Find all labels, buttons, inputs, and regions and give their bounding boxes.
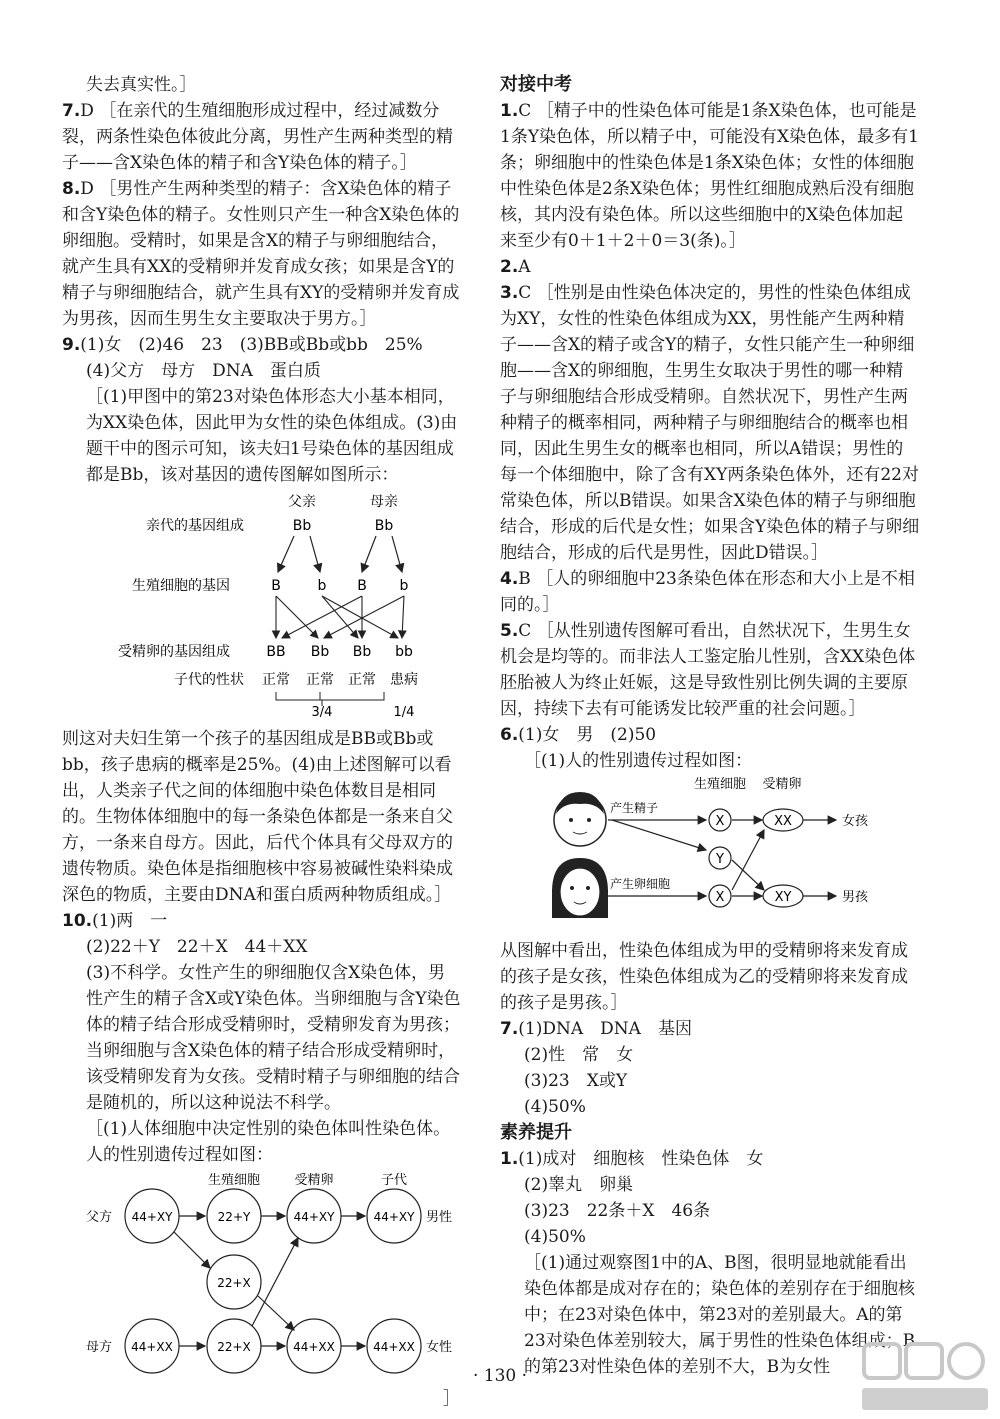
- exam-answer-2-text: A: [518, 257, 531, 277]
- exam-answer-2: [500, 254, 920, 280]
- exam-answer-2-number: 2.: [500, 257, 519, 277]
- answer-7-text: D ［在亲代的生殖细胞形成过程中，经过减数分裂，两条性染色体彼此分离，男性产生两种类型的精子——含X染色体的精子和含Y染色体的精子。］: [62, 101, 453, 173]
- label-female: 女性: [426, 1340, 453, 1355]
- exam-answer-7-number: 7.: [500, 1019, 519, 1039]
- zygote-4: bb: [395, 644, 413, 660]
- node-father: 44+XY: [131, 1210, 173, 1224]
- right-column: [500, 72, 920, 1380]
- answer-10-line1: [62, 908, 462, 934]
- page-number: · 130 ·: [472, 1366, 528, 1386]
- ratio-normal: 3/4: [311, 705, 333, 718]
- exam-answer-5-text: C ［从性别遗传图解可看出，自然状况下，生男生女机会是均等的。而非法人工鉴定胎儿性别，含XX染色体胚胎被人为终止妊娠，这是导致性别比例失调的主要原因，持续下去有可能诱发比较严重的社会问题。］: [500, 621, 916, 719]
- face-inheritance-diagram: [500, 774, 920, 930]
- literacy-answer-1-part1: (1)成对 细胞核 性染色体 女: [518, 1149, 764, 1169]
- answer-7-number: 7.: [62, 101, 81, 121]
- gamete-y-sperm: Y: [716, 852, 724, 867]
- exam-answer-6-explanation2: 从图解中看出，性染色体组成为甲的受精卵将来发育成的孩子是女孩，性染色体组成为乙的受精卵将来发育成的孩子是男孩。］: [500, 941, 908, 1013]
- literacy-answer-1-line2: (2)睾丸 卵巢: [524, 1175, 634, 1195]
- closing-bracket: ］: [443, 1389, 460, 1409]
- label-male: 男性: [426, 1210, 453, 1225]
- row-zygote-label: 受精卵的基因组成: [118, 644, 230, 660]
- exam-answer-1-text: C ［精子中的性染色体可能是1条X染色体，也可能是1条Y染色体，所以精子中，可能没有X染色体，最多有1条；卵细胞中的性染色体是1条X染色体；女性的体细胞中性染色体是2条X染色体；男性红细胞成熟后没有细胞核，其内没有染色体。所以这些细胞中的X染色体加起来至少有0＋1＋2＋0＝3(条)。］: [500, 101, 919, 251]
- sex-inheritance-diagram: [62, 1168, 462, 1378]
- gene-inheritance-diagram: [62, 488, 462, 718]
- answer-10-number: 10.: [62, 911, 93, 931]
- mother-genotype: Bb: [374, 518, 394, 534]
- exam-answer-7-line1: [500, 1016, 920, 1042]
- node-child-xx: 44+XX: [373, 1340, 415, 1354]
- row-gamete-label: 生殖细胞的基因: [132, 578, 230, 594]
- exam-answer-1-number: 1.: [500, 101, 519, 121]
- left-column: [62, 72, 462, 1412]
- node-sperm-y: 22+Y: [217, 1210, 251, 1224]
- node-mother: 44+XX: [131, 1340, 173, 1354]
- gamete-3: B: [357, 578, 367, 594]
- female-face-icon: [552, 858, 608, 918]
- exam-answer-3-number: 3.: [500, 283, 519, 303]
- answer-8: [62, 176, 462, 332]
- label-boy: 男孩: [842, 890, 869, 905]
- zygote-xy: XY: [774, 890, 792, 905]
- row-trait-label: 子代的性状: [174, 672, 244, 688]
- father-genotype: Bb: [292, 518, 312, 534]
- section-title-exam: 对接中考: [500, 74, 572, 95]
- row-parent-label: 亲代的基因组成: [146, 518, 244, 534]
- zygote-2: Bb: [310, 644, 330, 660]
- answer-9-line1: [62, 332, 462, 358]
- section-title-literacy: 素养提升: [500, 1122, 572, 1143]
- trait-2: 正常: [306, 672, 334, 688]
- exam-answer-3: [500, 280, 920, 566]
- ratio-sick: 1/4: [393, 705, 415, 718]
- exam-answer-7-part1: (1)DNA DNA 基因: [518, 1019, 692, 1039]
- node-egg-x: 22+X: [217, 1340, 251, 1354]
- exam-answer-3-text: C ［性别是由性染色体决定的，男性的性染色体组成为XY，女性的性染色体组成为XX，男性能产生两种精子——含X的精子或含Y的精子，女性只能产生一种卵细胞——含X的卵细胞，生男生女取决于男性的哪一种精子与卵细胞结合形成受精卵。自然状况下，男性产生两种精子的概率相同，两种精子与卵细胞结合的概率也相同，因此生男生女的概率也相同，所以A错误；男性的每一个体细胞中，除了含有XY两条染色体外，还有22对常染色体，所以B错误。如果含X染色体的精子与卵细胞结合，形成的后代是女性；如果含Y染色体的精子与卵细胞结合，形成的后代是男性，因此D错误。］: [500, 283, 920, 563]
- zygote-1: BB: [266, 644, 286, 660]
- trait-3: 正常: [348, 672, 376, 688]
- node-sperm-x: 22+X: [217, 1276, 251, 1290]
- answer-8-text: D ［男性产生两种类型的精子：含X染色体的精子和含Y染色体的精子。女性则只产生一种含X染色体的卵细胞。受精时，如果是含X的精子与卵细胞结合，就产生具有XX的受精卵并发育成女孩；如果是含Y的精子与卵细胞结合，就产生具有XY的受精卵并发育成为男孩，因而生男生女主要取决于男方。］: [62, 179, 460, 329]
- label-mother-side: 母方: [86, 1340, 113, 1355]
- answer-8-number: 8.: [62, 179, 81, 199]
- zygote-3: Bb: [352, 644, 372, 660]
- answer-10-part1: (1)两 一: [92, 911, 168, 931]
- trait-4: 患病: [390, 672, 418, 688]
- face-header-gamete: 生殖细胞: [693, 777, 747, 792]
- literacy-answer-1-line1: [500, 1146, 920, 1172]
- male-face-icon: [554, 792, 606, 846]
- normal-bracket: [276, 692, 384, 700]
- answer-9-explanation1: ［(1)甲图中的第23对染色体形态大小基本相同，为XX染色体，因此甲为女性的染色体组成。(3)由题干中的图示可知，该夫妇1号染色体的基因组成都是Bb，该对基因的遗传图解如图所示：: [86, 387, 458, 485]
- answer-10-explanation: ［(1)人体细胞中决定性别的染色体叫性染色体。人的性别遗传过程如图：: [86, 1119, 451, 1165]
- answer-9-number: 9.: [62, 335, 81, 355]
- exam-answer-6-line1: [500, 722, 920, 748]
- literacy-answer-1-number: 1.: [500, 1149, 519, 1169]
- exam-answer-4: [500, 566, 920, 618]
- gamete-4: b: [399, 578, 409, 594]
- literacy-answer-1-line3: (3)23 22条＋X 46条: [524, 1201, 711, 1221]
- exam-answer-6-part1: (1)女 男 (2)50: [518, 725, 657, 745]
- header-gamete: 生殖细胞: [207, 1173, 261, 1188]
- literacy-answer-1-line4: (4)50%: [524, 1227, 586, 1247]
- exam-answer-7-line3: (3)23 X或Y: [524, 1071, 628, 1091]
- exam-answer-6-explanation1: ［(1)人的性别遗传过程如图：: [524, 751, 753, 771]
- gamete-x-egg: X: [715, 890, 725, 905]
- exam-answer-5-number: 5.: [500, 621, 519, 641]
- egg-label: 产生卵细胞: [610, 877, 671, 891]
- exam-answer-4-text: B ［人的卵细胞中23条染色体在形态和大小上是不相同的。］: [500, 569, 915, 615]
- answer-9-line2: (4)父方 母方 DNA 蛋白质: [86, 361, 321, 381]
- answer-7: [62, 98, 462, 176]
- exam-answer-7-line4: (4)50%: [524, 1097, 586, 1117]
- node-zygote-xy: 44+XY: [293, 1210, 335, 1224]
- exam-answer-7-line2: (2)性 常 女: [524, 1045, 634, 1065]
- sperm-label: 产生精子: [610, 801, 659, 815]
- answer-10-line3: (3)不科学。女性产生的卵细胞仅含X染色体，男性产生的精子含X或Y染色体。当卵细胞与含Y染色体的精子结合形成受精卵时，受精卵发育为男孩；当卵细胞与含X染色体的精子结合形成受精卵时，该受精卵发育为女孩。受精时精子与卵细胞的结合是随机的，所以这种说法不科学。: [86, 963, 461, 1113]
- header-child: 子代: [380, 1173, 408, 1188]
- literacy-answer-1-explanation: ［(1)通过观察图1中的A、B图，很明显地就能看出染色体都是成对存在的；染色体的差别存在于细胞核中；在23对染色体中，第23对的差别最大。A的第23对染色体差别较大，属于男性的性染色体组成；B的第23对性染色体的差别不大，B为女性: [524, 1253, 916, 1377]
- node-child-xy: 44+XY: [373, 1210, 415, 1224]
- gamete-x-sperm: X: [715, 814, 725, 829]
- gamete-1: B: [271, 578, 281, 594]
- exam-answer-5: [500, 618, 920, 722]
- intro-tail: 失去真实性。］: [86, 75, 197, 95]
- trait-1: 正常: [262, 672, 290, 688]
- node-zygote-xx: 44+XX: [293, 1340, 335, 1354]
- header-zygote: 受精卵: [294, 1173, 334, 1188]
- zygote-xx: XX: [774, 814, 792, 829]
- gamete-2: b: [317, 578, 327, 594]
- exam-answer-6-number: 6.: [500, 725, 519, 745]
- label-girl: 女孩: [842, 814, 869, 829]
- label-father: 父亲: [288, 494, 316, 510]
- label-mother: 母亲: [370, 494, 398, 510]
- watermark-logo: [858, 1338, 993, 1414]
- exam-answer-4-number: 4.: [500, 569, 519, 589]
- answer-9-explanation2: 则这对夫妇生第一个孩子的基因组成是BB或Bb或bb，孩子患病的概率是25%。(4)由上述图解可以看出，人类亲子代之间的体细胞中染色体数目是相同的。生物体体细胞中的每一条染色体都是一条来自父方，一条来自母方。因此，后代个体具有父母双方的遗传物质。染色体是指细胞核中容易被碱性染料染成深色的物质，主要由DNA和蛋白质两种物质组成。］: [62, 729, 453, 905]
- label-father-side: 父方: [86, 1210, 113, 1225]
- exam-answer-1: [500, 98, 920, 254]
- answer-9-part1: (1)女 (2)46 23 (3)BB或Bb或bb 25%: [80, 335, 423, 355]
- answer-10-line2: (2)22＋Y 22＋X 44＋XX: [86, 937, 308, 957]
- face-header-zygote: 受精卵: [762, 777, 802, 792]
